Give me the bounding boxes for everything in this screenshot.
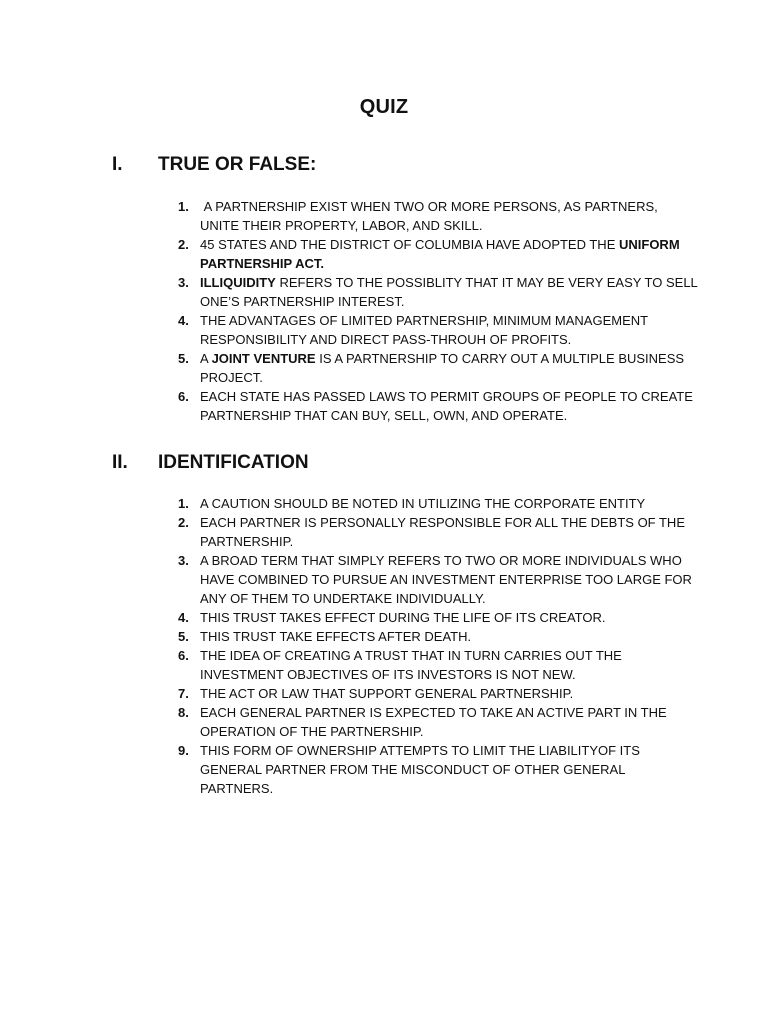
item-number: 3. <box>178 275 189 290</box>
list-item <box>178 235 698 273</box>
item-number: 4. <box>178 610 189 625</box>
list-item <box>178 741 698 798</box>
item-text: EACH PARTNER IS PERSONALLY RESPONSIBLE FOR ALL THE DEBTS OF THE PARTNERSHIP. <box>200 515 685 549</box>
item-text: A JOINT VENTURE IS A PARTNERSHIP TO CARRY OUT A MULTIPLE BUSINESS PROJECT. <box>200 351 688 385</box>
list-item <box>178 197 698 235</box>
page-title: QUIZ <box>359 96 409 118</box>
list-item <box>178 703 698 741</box>
item-text: EACH STATE HAS PASSED LAWS TO PERMIT GROUPS OF PEOPLE TO CREATE PARTNERSHIP THAT CAN BUY, SELL, OWN, AND OPERATE. <box>200 389 693 423</box>
item-text: 45 STATES AND THE DISTRICT OF COLUMBIA HAVE ADOPTED THE UNIFORM PARTNERSHIP ACT. <box>200 237 680 271</box>
item-number: 2. <box>178 515 189 530</box>
item-text: EACH GENERAL PARTNER IS EXPECTED TO TAKE AN ACTIVE PART IN THE OPERATION OF THE PARTNERSHIP. <box>200 705 667 739</box>
item-text: THE ACT OR LAW THAT SUPPORT GENERAL PARTNERSHIP. <box>200 686 574 701</box>
item-number: 3. <box>178 553 189 568</box>
section-title: IDENTIFICATION <box>158 452 309 473</box>
list-item <box>178 608 698 627</box>
item-number: 7. <box>178 686 189 701</box>
list-item <box>178 627 698 646</box>
item-number: 9. <box>178 743 189 758</box>
item-number: 5. <box>178 351 189 366</box>
true-or-false-list <box>178 197 701 425</box>
item-text: THIS TRUST TAKE EFFECTS AFTER DEATH. <box>200 629 472 644</box>
section-title: TRUE OR FALSE: <box>158 154 317 175</box>
list-item <box>178 684 698 703</box>
section-number: I. <box>112 154 123 175</box>
item-text: A BROAD TERM THAT SIMPLY REFERS TO TWO OR MORE INDIVIDUALS WHO HAVE COMBINED TO PURSUE AN INVESTMENT ENTERPRISE TOO LARGE FOR ANY OF THEM TO UNDERTAKE INDIVIDUALLY. <box>200 553 692 606</box>
identification-list <box>178 494 698 798</box>
item-text: ILLIQUIDITY REFERS TO THE POSSIBLITY THAT IT MAY BE VERY EASY TO SELL ONE’S PARTNERSHIP INTEREST. <box>200 275 701 309</box>
list-item <box>178 349 698 387</box>
section-number: II. <box>112 452 128 473</box>
item-number: 1. <box>178 199 189 214</box>
item-number: 1. <box>178 496 189 511</box>
section-heading-identification <box>112 452 309 474</box>
list-item <box>178 551 698 608</box>
item-text: THIS FORM OF OWNERSHIP ATTEMPTS TO LIMIT THE LIABILITYOF ITS GENERAL PARTNER FROM THE MISCONDUCT OF OTHER GENERAL PARTNERS. <box>200 743 640 796</box>
item-number: 2. <box>178 237 189 252</box>
list-item <box>178 311 698 349</box>
item-text: THIS TRUST TAKES EFFECT DURING THE LIFE OF ITS CREATOR. <box>200 610 606 625</box>
item-text: THE IDEA OF CREATING A TRUST THAT IN TURN CARRIES OUT THE INVESTMENT OBJECTIVES OF ITS INVESTORS IS NOT NEW. <box>200 648 622 682</box>
list-item <box>178 646 698 684</box>
bold-term: ILLIQUIDITY <box>200 275 276 290</box>
item-number: 6. <box>178 389 189 404</box>
item-text: THE ADVANTAGES OF LIMITED PARTNERSHIP, MINIMUM MANAGEMENT RESPONSIBILITY AND DIRECT PASS-THROUH OF PROFITS. <box>200 313 648 347</box>
item-number: 5. <box>178 629 189 644</box>
list-item <box>178 273 701 311</box>
list-item <box>178 513 698 551</box>
item-text: A PARTNERSHIP EXIST WHEN TWO OR MORE PERSONS, AS PARTNERS, UNITE THEIR PROPERTY, LABOR, AND SKILL. <box>200 199 662 233</box>
bold-term: UNIFORM PARTNERSHIP ACT. <box>200 237 680 271</box>
bold-term: JOINT VENTURE <box>211 351 316 366</box>
list-item <box>178 494 698 513</box>
item-number: 8. <box>178 705 189 720</box>
item-text: A CAUTION SHOULD BE NOTED IN UTILIZING THE CORPORATE ENTITY <box>200 496 646 511</box>
list-item <box>178 387 698 425</box>
item-number: 6. <box>178 648 189 663</box>
section-heading-true-or-false <box>112 154 316 176</box>
item-number: 4. <box>178 313 189 328</box>
